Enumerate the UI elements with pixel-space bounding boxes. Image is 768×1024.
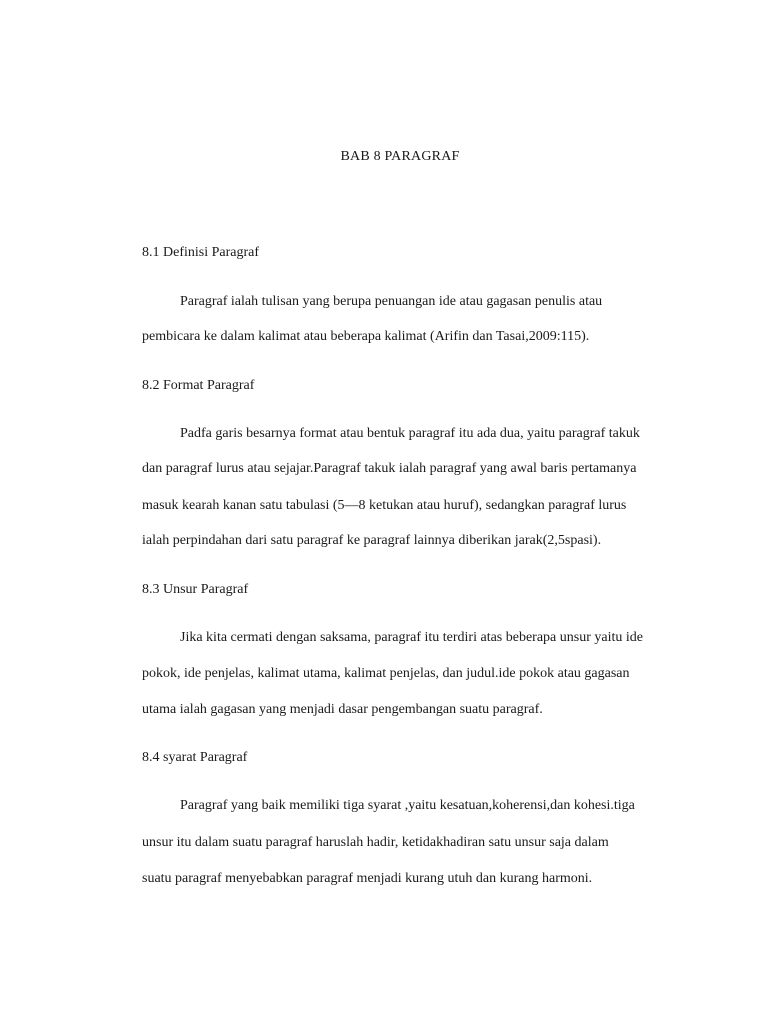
paragraph-line: suatu paragraf menyebabkan paragraf menjadi kurang utuh dan kurang harmoni.: [142, 871, 593, 886]
paragraph-line: utama ialah gagasan yang menjadi dasar pengembangan suatu paragraf.: [142, 702, 543, 717]
document-title: BAB 8 PARAGRAF: [340, 149, 460, 164]
paragraph-line: Paragraf yang baik memiliki tiga syarat ,yaitu kesatuan,koherensi,dan kohesi.tiga: [180, 798, 635, 813]
paragraph-line: pembicara ke dalam kalimat atau beberapa kalimat (Arifin dan Tasai,2009:115).: [142, 329, 590, 344]
paragraph-line: Paragraf ialah tulisan yang berupa penuangan ide atau gagasan penulis atau: [180, 294, 603, 309]
section-heading-8-2: 8.2 Format Paragraf: [142, 378, 255, 393]
paragraph-line: ialah perpindahan dari satu paragraf ke paragraf lainnya diberikan jarak(2,5spasi).: [142, 533, 602, 548]
paragraph-line: Padfa garis besarnya format atau bentuk paragraf itu ada dua, yaitu paragraf takuk: [180, 426, 640, 441]
paragraph-line: Jika kita cermati dengan saksama, paragraf itu terdiri atas beberapa unsur yaitu ide: [180, 630, 643, 645]
section-heading-8-3: 8.3 Unsur Paragraf: [142, 582, 249, 597]
section-heading-8-1: 8.1 Definisi Paragraf: [142, 245, 260, 260]
paragraph-line: dan paragraf lurus atau sejajar.Paragraf takuk ialah paragraf yang awal baris pertamanya: [142, 461, 637, 476]
section-heading-8-4: 8.4 syarat Paragraf: [142, 750, 248, 765]
paragraph-line: masuk kearah kanan satu tabulasi (5—8 ketukan atau huruf), sedangkan paragraf lurus: [142, 498, 627, 513]
paragraph-line: unsur itu dalam suatu paragraf haruslah hadir, ketidakhadiran satu unsur saja dalam: [142, 835, 609, 850]
paragraph-line: pokok, ide penjelas, kalimat utama, kalimat penjelas, dan judul.ide pokok atau gagasan: [142, 666, 630, 681]
